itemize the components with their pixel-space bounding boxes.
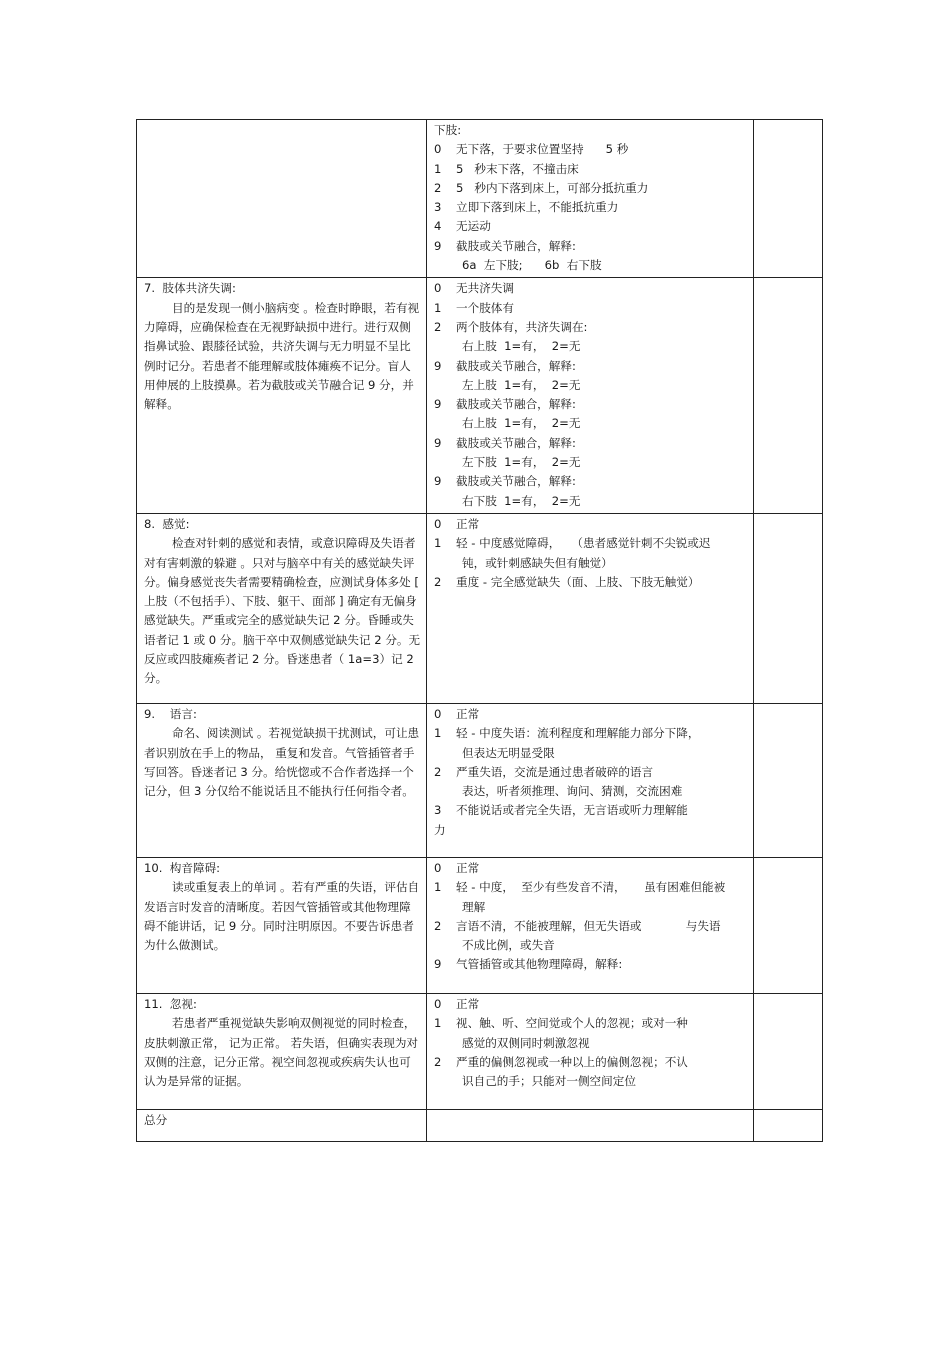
score-text: 正常 bbox=[456, 706, 480, 721]
score-option bbox=[434, 179, 748, 198]
score-text: 正常 bbox=[456, 996, 480, 1011]
score-text: 5 秒末下落，不撞击床 bbox=[456, 161, 579, 176]
score-option bbox=[434, 279, 748, 298]
score-option bbox=[434, 237, 748, 256]
score-option bbox=[434, 515, 748, 534]
score-number: 9 bbox=[434, 474, 442, 489]
score-option bbox=[434, 859, 748, 878]
score-continuation bbox=[434, 453, 748, 472]
score-text: 气管插管或其他物理障碍，解释: bbox=[456, 957, 623, 972]
score-text: 感觉的双侧同时刺激忽视 bbox=[462, 1035, 590, 1050]
score-text: 轻 - 中度失语：流利程度和理解能力部分下降， bbox=[456, 726, 700, 741]
score-option bbox=[434, 299, 748, 318]
scoring-cell bbox=[427, 703, 754, 857]
score-cell bbox=[754, 120, 823, 278]
score-cell bbox=[754, 1109, 823, 1141]
score-continuation bbox=[434, 414, 748, 433]
total-label: 总分 bbox=[144, 1112, 168, 1127]
item-description: 命名、阅读测试 。若视觉缺损干扰测试，可让患者识别放在手上的物品， 重复和发音。气管插管者手写回答。昏迷者记 3 分。给恍惚或不合作者选择一个记分，但 3 分仅给不能说话且不能执行任何指令者。 bbox=[144, 726, 420, 799]
item-description: 若患者严重视觉缺失影响双侧视觉的同时检查， 皮肤刺激正常， 记为正常。 若失语，但确实表现为对双侧的注意，记分正常。视空间忽视或疾病失认也可认为是异常的证据。 bbox=[144, 1016, 419, 1089]
item-description: 读或重复表上的单词 。若有严重的失语，评估自发语言时发音的清晰度。若因气管插管或其他物理障碍不能讲话，记 9 分。同时注明原因。不要告诉患者为什么做测试。 bbox=[144, 880, 420, 953]
score-text: 轻 - 中度， 至少有些发音不清， 虽有困难但能被 bbox=[456, 880, 726, 895]
score-text: 截肢或关节融合，解释: bbox=[456, 474, 576, 489]
score-option bbox=[434, 917, 748, 936]
score-text: 轻 - 中度感觉障碍， （患者感觉针刺不尖锐或迟 bbox=[456, 536, 711, 551]
score-text: 言语不清，不能被理解，但无失语或 与失语 bbox=[456, 918, 721, 933]
scoring-cell bbox=[427, 278, 754, 514]
score-number: 1 bbox=[434, 300, 442, 315]
score-text: 重度 - 完全感觉缺失（面、上肢、下肢无触觉） bbox=[456, 574, 700, 589]
score-heading: 力 bbox=[434, 822, 446, 837]
score-cell bbox=[754, 703, 823, 857]
table-row bbox=[137, 857, 823, 993]
score-option bbox=[434, 763, 748, 782]
score-text: 一个肢体有 bbox=[456, 300, 514, 315]
score-heading: 下肢: bbox=[434, 123, 462, 137]
description-cell bbox=[137, 703, 427, 857]
score-continuation bbox=[434, 744, 748, 763]
score-number: 2 bbox=[434, 574, 442, 589]
score-number: 9 bbox=[434, 397, 442, 412]
score-option bbox=[434, 472, 748, 491]
score-continuation bbox=[434, 936, 748, 955]
score-text: 不成比例，或失音 bbox=[462, 938, 555, 953]
score-number: 0 bbox=[434, 860, 442, 875]
item-description: 检查对针刺的感觉和表情，或意识障碍及失语者对有害刺激的躲避 。只对与脑卒中有关的感觉缺失评分。偏身感觉丧失者需要精确检查，应测试身体多处 [ 上肢（不包括手）、下肢、躯干、面部 ] 确定有无偏身感觉缺失。严重或完全的感觉缺失记 2 分。昏睡或失语者记 1 或 0 分。脑干卒中双侧感觉缺失记 2 分。无反应或四肢瘫痪者记 2 分。昏迷患者（ 1a=3）记 2 分。 bbox=[144, 536, 421, 686]
score-continuation bbox=[434, 376, 748, 395]
score-option bbox=[434, 434, 748, 453]
score-number: 4 bbox=[434, 219, 442, 234]
score-text: 左下肢 1=有， 2=无 bbox=[462, 455, 581, 470]
score-number: 3 bbox=[434, 803, 442, 818]
score-text: 立即下落到床上，不能抵抗重力 bbox=[456, 200, 619, 215]
description-cell bbox=[137, 857, 427, 993]
score-number: 2 bbox=[434, 1054, 442, 1069]
score-option bbox=[434, 801, 748, 820]
score-text: 两个肢体有，共济失调在: bbox=[456, 319, 588, 334]
score-number: 2 bbox=[434, 764, 442, 779]
table-row bbox=[137, 703, 823, 857]
score-continuation bbox=[434, 337, 748, 356]
score-text: 钝，或针刺感缺失但有触觉） bbox=[462, 555, 613, 570]
description-cell bbox=[137, 993, 427, 1109]
score-option bbox=[434, 573, 748, 592]
score-number: 0 bbox=[434, 142, 442, 157]
score-continuation bbox=[434, 1034, 748, 1053]
score-option bbox=[434, 357, 748, 376]
item-title: 10. 构音障碍: bbox=[144, 860, 221, 875]
score-text: 严重的偏侧忽视或一种以上的偏侧忽视；不认 bbox=[456, 1054, 688, 1069]
score-text: 严重失语，交流是通过患者破碎的语言 bbox=[456, 764, 654, 779]
score-number: 2 bbox=[434, 918, 442, 933]
score-continuation bbox=[434, 782, 748, 801]
item-description: 目的是发现一侧小脑病变 。检查时睁眼，若有视力障碍，应确保检查在无视野缺损中进行。进行双侧指鼻试验、跟膝径试验，共济失调与无力明显不呈比例时记分。若患者不能理解或肢体瘫痪不记分。盲人用伸展的上肢摸鼻。若为截肢或关节融合记 9 分，并解释。 bbox=[144, 300, 420, 412]
score-option bbox=[434, 217, 748, 236]
table-row bbox=[137, 278, 823, 514]
score-option bbox=[434, 878, 748, 897]
item-title: 9. 语言: bbox=[144, 706, 197, 721]
score-text: 不能说话或者完全失语，无言语或听力理解能 bbox=[456, 803, 688, 818]
score-continuation bbox=[434, 554, 748, 573]
description-cell bbox=[137, 120, 427, 278]
description-cell bbox=[137, 278, 427, 514]
score-number: 2 bbox=[434, 180, 442, 195]
score-number: 1 bbox=[434, 536, 442, 551]
score-number: 0 bbox=[434, 996, 442, 1011]
score-number: 3 bbox=[434, 200, 442, 215]
score-continuation bbox=[434, 256, 748, 275]
score-continuation bbox=[434, 898, 748, 917]
score-text: 5 秒内下落到床上，可部分抵抗重力 bbox=[456, 180, 649, 195]
score-text: 截肢或关节融合，解释: bbox=[456, 358, 576, 373]
score-text: 截肢或关节融合，解释: bbox=[456, 435, 576, 450]
score-text: 视、触、听、空间觉或个人的忽视；或对一种 bbox=[456, 1016, 688, 1031]
score-option bbox=[434, 705, 748, 724]
score-text: 表达，听者须推理、询问、猜测，交流困难 bbox=[462, 784, 683, 799]
score-cell bbox=[754, 278, 823, 514]
score-text: 识自己的手；只能对一侧空间定位 bbox=[462, 1074, 636, 1089]
description-cell bbox=[137, 513, 427, 703]
score-text: 但表达无明显受限 bbox=[462, 745, 555, 760]
score-number: 1 bbox=[434, 161, 442, 176]
total-row bbox=[137, 1109, 823, 1141]
score-text: 右下肢 1=有， 2=无 bbox=[462, 493, 581, 508]
item-title: 11. 忽视: bbox=[144, 996, 197, 1011]
score-number: 9 bbox=[434, 957, 442, 972]
scoring-cell bbox=[427, 513, 754, 703]
score-number: 0 bbox=[434, 706, 442, 721]
score-continuation bbox=[434, 1072, 748, 1091]
item-title: 7. 肢体共济失调: bbox=[144, 281, 236, 296]
score-option bbox=[434, 995, 748, 1014]
score-text: 无运动 bbox=[456, 219, 491, 234]
score-number: 1 bbox=[434, 1016, 442, 1031]
score-option bbox=[434, 724, 748, 743]
nihss-score-table bbox=[136, 119, 823, 1142]
scoring-cell bbox=[427, 857, 754, 993]
score-option bbox=[434, 198, 748, 217]
table-row bbox=[137, 513, 823, 703]
score-cell bbox=[754, 513, 823, 703]
score-number: 9 bbox=[434, 238, 442, 253]
scoring-cell bbox=[427, 993, 754, 1109]
score-text: 截肢或关节融合，解释: bbox=[456, 238, 576, 253]
scoring-cell bbox=[427, 120, 754, 278]
score-text: 左上肢 1=有， 2=无 bbox=[462, 377, 581, 392]
score-number: 9 bbox=[434, 358, 442, 373]
score-text: 正常 bbox=[456, 860, 480, 875]
score-option bbox=[434, 1014, 748, 1033]
score-text: 理解 bbox=[462, 899, 486, 914]
score-text: 无下落，于要求位置坚持 5 秒 bbox=[456, 142, 629, 157]
score-option bbox=[434, 1053, 748, 1072]
score-text: 截肢或关节融合，解释: bbox=[456, 397, 576, 412]
score-option bbox=[434, 160, 748, 179]
score-text: 6a 左下肢; 6b 右下肢 bbox=[462, 258, 602, 273]
score-option bbox=[434, 395, 748, 414]
total-label-cell bbox=[137, 1109, 427, 1141]
score-text: 右上肢 1=有， 2=无 bbox=[462, 339, 581, 354]
score-option bbox=[434, 955, 748, 974]
score-option bbox=[434, 318, 748, 337]
score-cell bbox=[754, 857, 823, 993]
score-text: 无共济失调 bbox=[456, 281, 514, 296]
score-cell bbox=[754, 993, 823, 1109]
score-option bbox=[434, 140, 748, 159]
table-row bbox=[137, 993, 823, 1109]
score-continuation bbox=[434, 492, 748, 511]
score-number: 1 bbox=[434, 726, 442, 741]
score-number: 0 bbox=[434, 516, 442, 531]
score-text: 右上肢 1=有， 2=无 bbox=[462, 416, 581, 431]
score-option bbox=[434, 534, 748, 553]
score-number: 0 bbox=[434, 281, 442, 296]
score-number: 1 bbox=[434, 880, 442, 895]
total-value-cell bbox=[427, 1109, 754, 1141]
table-row bbox=[137, 120, 823, 278]
score-text: 正常 bbox=[456, 516, 480, 531]
item-title: 8. 感觉: bbox=[144, 516, 190, 531]
score-number: 9 bbox=[434, 435, 442, 450]
score-number: 2 bbox=[434, 319, 442, 334]
